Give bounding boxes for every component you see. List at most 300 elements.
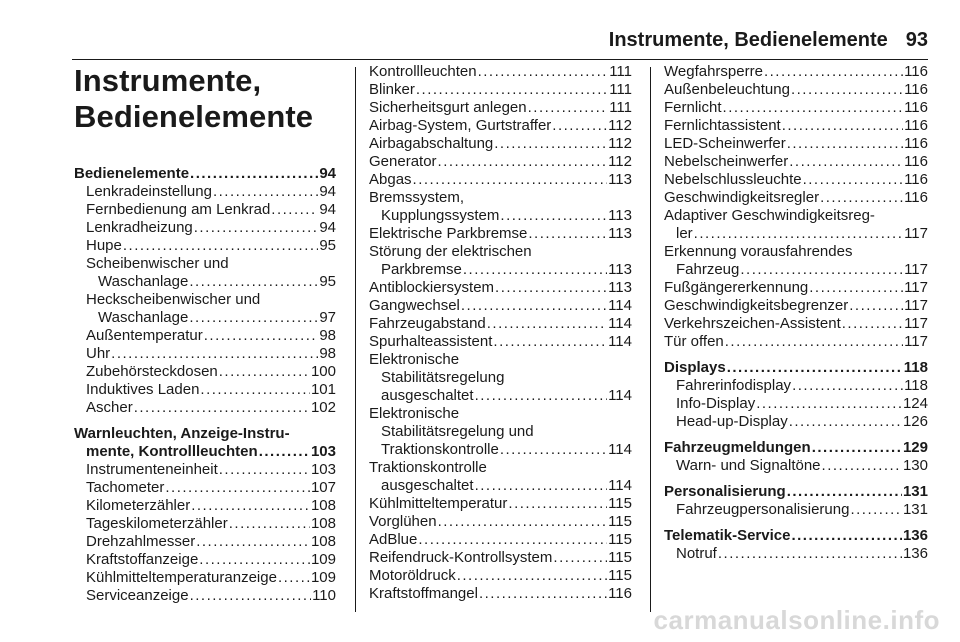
toc-page-number: 114 bbox=[608, 333, 632, 350]
toc-page-number: 131 bbox=[902, 483, 928, 500]
toc-entry[interactable] bbox=[664, 243, 928, 279]
toc-entry-row bbox=[664, 457, 928, 475]
toc-entry[interactable] bbox=[74, 425, 336, 461]
toc-entry-row bbox=[664, 225, 928, 243]
toc-entry-label: Heckscheibenwischer und bbox=[86, 291, 261, 308]
toc-entry-label: Uhr bbox=[86, 345, 111, 362]
toc-page-number: 98 bbox=[319, 345, 336, 362]
toc-page-number: 117 bbox=[904, 279, 928, 296]
toc-leader-dots bbox=[194, 219, 319, 237]
toc-entry[interactable] bbox=[74, 165, 336, 183]
toc-page-number: 108 bbox=[310, 533, 336, 550]
toc-entry-row bbox=[664, 279, 928, 297]
toc-entry-row bbox=[369, 63, 632, 81]
toc-entry-label: Kühlmitteltemperatur bbox=[369, 495, 508, 512]
toc-leader-dots bbox=[479, 585, 607, 603]
toc-leader-dots bbox=[789, 153, 903, 171]
toc-leader-dots bbox=[508, 495, 607, 513]
toc-entry-label: Induktives Laden bbox=[86, 381, 200, 398]
toc-leader-dots bbox=[494, 135, 607, 153]
column-divider bbox=[650, 67, 651, 612]
toc-entry[interactable] bbox=[74, 345, 336, 363]
toc-entry-row bbox=[74, 183, 336, 201]
toc-entry[interactable] bbox=[664, 153, 928, 171]
toc-entry-row bbox=[664, 135, 928, 153]
toc-leader-dots bbox=[552, 117, 607, 135]
toc-entry-label: Notruf bbox=[676, 545, 717, 562]
toc-entry-label: Airbagabschaltung bbox=[369, 135, 494, 152]
toc-leader-dots bbox=[190, 587, 312, 605]
toc-page-number: 114 bbox=[608, 315, 632, 332]
toc-leader-dots bbox=[782, 117, 903, 135]
toc-entry-row bbox=[664, 171, 928, 189]
toc-leader-dots bbox=[475, 477, 608, 495]
toc-page-number: 98 bbox=[319, 327, 336, 344]
toc-entry-row bbox=[74, 551, 336, 569]
toc-entry-row bbox=[664, 63, 928, 81]
toc-leader-dots bbox=[694, 225, 903, 243]
watermark: carmanualsonline.info bbox=[653, 605, 940, 635]
toc-entry-label: Tageskilometerzähler bbox=[86, 515, 228, 532]
toc-entry[interactable] bbox=[369, 585, 632, 603]
toc-entry[interactable] bbox=[369, 117, 632, 135]
toc-leader-dots bbox=[764, 63, 903, 81]
toc-entry[interactable] bbox=[74, 219, 336, 237]
toc-entry-row bbox=[369, 135, 632, 153]
toc-entry-row bbox=[664, 359, 928, 377]
toc-entry-row bbox=[369, 513, 632, 531]
toc-entry[interactable] bbox=[369, 99, 632, 117]
toc-entry-row bbox=[369, 99, 632, 117]
toc-entry-row bbox=[369, 297, 632, 315]
toc-entry[interactable] bbox=[664, 297, 928, 315]
toc-entry-row bbox=[369, 261, 632, 279]
toc-entry-label: Tür offen bbox=[664, 333, 724, 350]
toc-leader-dots bbox=[842, 315, 903, 333]
toc-page-number: 115 bbox=[608, 495, 632, 512]
toc-entry-row bbox=[664, 439, 928, 457]
toc-leader-dots bbox=[553, 549, 607, 567]
toc-leader-dots bbox=[219, 363, 310, 381]
toc-entry-label: Instrumenteneinheit bbox=[86, 461, 218, 478]
toc-page-number: 115 bbox=[608, 513, 632, 530]
toc-entry-label: Lenkradeinstellung bbox=[86, 183, 212, 200]
toc-entry[interactable] bbox=[369, 81, 632, 99]
toc-leader-dots bbox=[787, 135, 903, 153]
toc-page-number: 116 bbox=[904, 117, 928, 134]
toc-entry-label: Fußgängererkennung bbox=[664, 279, 809, 296]
toc-entry-label: Generator bbox=[369, 153, 437, 170]
toc-entry-row bbox=[74, 533, 336, 551]
toc-entry[interactable] bbox=[369, 135, 632, 153]
toc-entry-row bbox=[369, 153, 632, 171]
toc-page-number: 118 bbox=[904, 377, 928, 394]
toc-entry-label: Kraftstoffmangel bbox=[369, 585, 478, 602]
toc-entry-label: Vorglühen bbox=[369, 513, 437, 530]
toc-entry-label: Telematik-Service bbox=[664, 527, 791, 544]
toc-entry[interactable] bbox=[74, 461, 336, 479]
toc-entry-row bbox=[369, 225, 632, 243]
toc-entry-row bbox=[664, 377, 928, 395]
toc-leader-dots bbox=[791, 527, 902, 545]
toc-leader-dots bbox=[849, 297, 903, 315]
toc-entry[interactable] bbox=[664, 189, 928, 207]
toc-entry[interactable] bbox=[369, 171, 632, 189]
toc-entry-row bbox=[74, 219, 336, 237]
toc-entry-label: AdBlue bbox=[369, 531, 418, 548]
toc-leader-dots bbox=[500, 207, 607, 225]
toc-entry-label: Info-Display bbox=[676, 395, 756, 412]
toc-entry-row bbox=[74, 381, 336, 399]
toc-entry[interactable] bbox=[369, 459, 632, 495]
toc-entry[interactable] bbox=[664, 359, 928, 377]
toc-entry-label: Außenbeleuchtung bbox=[664, 81, 790, 98]
toc-leader-dots bbox=[134, 399, 310, 417]
page-header bbox=[609, 29, 928, 53]
toc-leader-dots bbox=[718, 545, 902, 563]
toc-entry-label: Traktionskontrolle bbox=[369, 459, 487, 476]
toc-leader-dots bbox=[493, 333, 607, 351]
toc-entry[interactable] bbox=[664, 207, 928, 243]
toc-entry[interactable] bbox=[664, 483, 928, 501]
toc-entry-label: Fernlicht bbox=[664, 99, 722, 116]
toc-leader-dots bbox=[791, 81, 903, 99]
toc-leader-dots bbox=[463, 261, 607, 279]
toc-leader-dots bbox=[200, 381, 310, 399]
toc-entry-row bbox=[74, 497, 336, 515]
toc-entry[interactable] bbox=[74, 255, 336, 291]
toc-entry-label: Hupe bbox=[86, 237, 122, 254]
toc-page-number: 111 bbox=[609, 63, 632, 80]
toc-entry[interactable] bbox=[664, 413, 928, 431]
toc-leader-dots bbox=[809, 279, 903, 297]
toc-leader-dots bbox=[191, 497, 310, 515]
toc-entry-label: Erkennung vorausfahrendes bbox=[664, 243, 853, 260]
page-number: 93 bbox=[905, 29, 928, 51]
toc-entry-label: Fahrerinfodisplay bbox=[676, 377, 792, 394]
toc-page-number: 126 bbox=[902, 413, 928, 430]
toc-entry-row bbox=[664, 189, 928, 207]
toc-page-number: 117 bbox=[904, 297, 928, 314]
header-rule bbox=[72, 59, 928, 60]
toc-page-number: 116 bbox=[904, 189, 928, 206]
toc-entry-label: ler bbox=[676, 225, 693, 242]
toc-entry-label: Fernlichtassistent bbox=[664, 117, 781, 134]
toc-entry-row bbox=[369, 81, 632, 99]
toc-entry-row bbox=[74, 399, 336, 417]
toc-entry[interactable] bbox=[74, 497, 336, 515]
toc-leader-dots bbox=[475, 387, 608, 405]
toc-entry-row bbox=[664, 315, 928, 333]
toc-entry-label: Waschanlage bbox=[98, 309, 189, 326]
toc-leader-dots bbox=[199, 551, 310, 569]
header-title: Instrumente, Bedienelemente bbox=[608, 29, 888, 51]
toc-entry-row bbox=[664, 99, 928, 117]
toc-entry-row bbox=[664, 483, 928, 501]
toc-leader-dots bbox=[528, 225, 607, 243]
toc-leader-dots bbox=[204, 327, 319, 345]
toc-entry-label: Wegfahrsperre bbox=[664, 63, 763, 80]
toc-leader-dots bbox=[190, 165, 318, 183]
toc-leader-dots bbox=[123, 237, 318, 255]
chapter-title-line: Bedienelemente bbox=[74, 99, 314, 134]
toc-page-number: 110 bbox=[312, 587, 336, 604]
toc-leader-dots bbox=[787, 483, 902, 501]
toc-entry-row bbox=[369, 387, 632, 405]
toc-page-number: 116 bbox=[904, 63, 928, 80]
toc-entry[interactable] bbox=[369, 297, 632, 315]
toc-page-number: 109 bbox=[310, 569, 336, 586]
toc-entry[interactable] bbox=[369, 63, 632, 81]
toc-entry[interactable] bbox=[664, 135, 928, 153]
toc-page-number: 101 bbox=[310, 381, 336, 398]
toc-entry[interactable] bbox=[664, 279, 928, 297]
toc-entry[interactable] bbox=[664, 81, 928, 99]
toc-leader-dots bbox=[812, 439, 902, 457]
toc-page-number: 113 bbox=[608, 207, 632, 224]
toc-entry-row bbox=[369, 495, 632, 513]
toc-page-number: 117 bbox=[904, 225, 928, 242]
toc-entry-row bbox=[74, 345, 336, 363]
toc-entry[interactable] bbox=[369, 153, 632, 171]
toc-page-number: 116 bbox=[608, 585, 632, 602]
toc-leader-dots bbox=[196, 533, 310, 551]
toc-entry-row bbox=[369, 567, 632, 585]
toc-leader-dots bbox=[789, 413, 902, 431]
toc-leader-dots bbox=[111, 345, 318, 363]
toc-entry-label: Waschanlage bbox=[98, 273, 189, 290]
toc-page-number: 117 bbox=[904, 333, 928, 350]
toc-entry-row bbox=[74, 587, 336, 605]
toc-entry[interactable] bbox=[74, 569, 336, 587]
toc-entry-label: Adaptiver Geschwindigkeitsreg- bbox=[664, 207, 875, 224]
toc-entry[interactable] bbox=[369, 405, 632, 459]
toc-entry[interactable] bbox=[74, 399, 336, 417]
toc-entry[interactable] bbox=[369, 243, 632, 279]
toc-entry[interactable] bbox=[74, 479, 336, 497]
toc-list bbox=[369, 63, 632, 603]
chapter-title bbox=[74, 63, 336, 135]
toc-entry-row bbox=[664, 395, 928, 413]
toc-entry[interactable] bbox=[369, 189, 632, 225]
toc-page-number: 95 bbox=[319, 273, 336, 290]
toc-leader-dots bbox=[727, 359, 903, 377]
toc-entry-label: Ascher bbox=[86, 399, 133, 416]
toc-entry-label: Außentemperatur bbox=[86, 327, 203, 344]
toc-entry[interactable] bbox=[664, 439, 928, 457]
toc-leader-dots bbox=[792, 377, 903, 395]
toc-entry-row bbox=[369, 117, 632, 135]
toc-entry-row bbox=[74, 309, 336, 327]
toc-column-1 bbox=[74, 63, 336, 605]
toc-entry[interactable] bbox=[74, 381, 336, 399]
toc-entry[interactable] bbox=[369, 333, 632, 351]
toc-leader-dots bbox=[189, 273, 318, 291]
toc-entry-label: Fahrzeugabstand bbox=[369, 315, 486, 332]
toc-page-number: 117 bbox=[904, 261, 928, 278]
toc-page-number: 113 bbox=[608, 279, 632, 296]
toc-entry-label: Geschwindigkeitsbegrenzer bbox=[664, 297, 849, 314]
toc-entry-label: Elektrische Parkbremse bbox=[369, 225, 528, 242]
toc-page-number: 112 bbox=[608, 153, 632, 170]
toc-leader-dots bbox=[487, 315, 607, 333]
toc-page-number: 136 bbox=[902, 527, 928, 544]
toc-leader-dots bbox=[822, 457, 902, 475]
toc-leader-dots bbox=[271, 201, 318, 219]
toc-entry[interactable] bbox=[74, 533, 336, 551]
toc-entry-row bbox=[369, 315, 632, 333]
toc-entry-label: Personalisierung bbox=[664, 483, 786, 500]
toc-entry-row bbox=[74, 273, 336, 291]
toc-entry-label: Stabilitätsregelung und bbox=[381, 423, 534, 440]
toc-page-number: 118 bbox=[903, 359, 928, 376]
toc-page-number: 113 bbox=[608, 225, 632, 242]
toc-entry-row bbox=[664, 117, 928, 135]
toc-page-number: 100 bbox=[310, 363, 336, 380]
toc-leader-dots bbox=[418, 531, 607, 549]
toc-entry-label: Nebelschlussleuchte bbox=[664, 171, 802, 188]
toc-leader-dots bbox=[219, 461, 310, 479]
toc-entry[interactable] bbox=[369, 225, 632, 243]
toc-leader-dots bbox=[229, 515, 310, 533]
toc-entry-row bbox=[74, 201, 336, 219]
toc-entry[interactable] bbox=[74, 237, 336, 255]
toc-entry-label: Elektronische bbox=[369, 405, 460, 422]
toc-entry[interactable] bbox=[74, 327, 336, 345]
toc-entry-label: Störung der elektrischen bbox=[369, 243, 532, 260]
toc-entry-label: Tachometer bbox=[86, 479, 165, 496]
toc-entry[interactable] bbox=[664, 501, 928, 519]
toc-page-number: 112 bbox=[608, 135, 632, 152]
toc-entry[interactable] bbox=[369, 531, 632, 549]
toc-entry-label: Fahrzeugpersonalisierung bbox=[676, 501, 850, 518]
toc-leader-dots bbox=[803, 171, 904, 189]
toc-entry-label: Warn- und Signaltöne bbox=[676, 457, 821, 474]
toc-entry[interactable] bbox=[664, 117, 928, 135]
toc-entry-label: Blinker bbox=[369, 81, 415, 98]
toc-page-number: 116 bbox=[904, 171, 928, 188]
toc-entry[interactable] bbox=[369, 279, 632, 297]
toc-page-number: 116 bbox=[904, 81, 928, 98]
toc-entry-label: Verkehrszeichen-Assistent bbox=[664, 315, 841, 332]
toc-entry-row bbox=[74, 327, 336, 345]
toc-entry[interactable] bbox=[664, 545, 928, 563]
toc-page-number: 103 bbox=[310, 461, 336, 478]
toc-entry[interactable] bbox=[369, 513, 632, 531]
column-divider bbox=[355, 67, 356, 612]
toc-entry[interactable] bbox=[664, 395, 928, 413]
toc-entry-label: Reifendruck-Kontrollsystem bbox=[369, 549, 553, 566]
toc-entry[interactable] bbox=[664, 377, 928, 395]
toc-page-number: 108 bbox=[310, 497, 336, 514]
toc-entry-label: ausgeschaltet bbox=[381, 387, 474, 404]
toc-page-number: 131 bbox=[902, 501, 928, 518]
toc-entry[interactable] bbox=[74, 291, 336, 327]
chapter-title-line: Instrumente, bbox=[74, 63, 262, 98]
toc-page-number: 107 bbox=[310, 479, 336, 496]
toc-entry-row bbox=[369, 549, 632, 567]
toc-entry-label: Elektronische bbox=[369, 351, 460, 368]
toc-entry[interactable] bbox=[664, 457, 928, 475]
toc-entry[interactable] bbox=[664, 171, 928, 189]
toc-entry[interactable] bbox=[664, 63, 928, 81]
toc-page-number: 94 bbox=[319, 183, 336, 200]
toc-entry[interactable] bbox=[369, 567, 632, 585]
toc-entry-row bbox=[74, 569, 336, 587]
toc-entry-label: Displays bbox=[664, 359, 726, 376]
toc-entry-label: Kontrollleuchten bbox=[369, 63, 477, 80]
toc-entry-row bbox=[664, 413, 928, 431]
toc-entry-label: Serviceanzeige bbox=[86, 587, 189, 604]
toc-entry-row bbox=[74, 165, 336, 183]
toc-entry-label: Sicherheitsgurt anlegen bbox=[369, 99, 527, 116]
toc-entry[interactable] bbox=[74, 183, 336, 201]
toc-entry-row bbox=[664, 297, 928, 315]
toc-page-number: 124 bbox=[902, 395, 928, 412]
toc-entry-label: Antiblockiersystem bbox=[369, 279, 495, 296]
toc-entry[interactable] bbox=[74, 587, 336, 605]
toc-page-number: 103 bbox=[310, 443, 336, 460]
toc-entry-label: Bedienelemente bbox=[74, 165, 190, 182]
toc-entry-row bbox=[74, 515, 336, 533]
toc-entry-label: Kupplungssystem bbox=[381, 207, 500, 224]
toc-entry-label: Head-up-Display bbox=[676, 413, 788, 430]
toc-entry-row bbox=[664, 545, 928, 563]
toc-leader-dots bbox=[213, 183, 318, 201]
toc-entry[interactable] bbox=[369, 351, 632, 405]
toc-entry-label: Scheibenwischer und bbox=[86, 255, 229, 272]
toc-entry[interactable] bbox=[664, 99, 928, 117]
toc-page-number: 115 bbox=[608, 531, 632, 548]
toc-entry[interactable] bbox=[664, 527, 928, 545]
toc-entry-row bbox=[74, 363, 336, 381]
toc-entry[interactable] bbox=[74, 515, 336, 533]
toc-entry-row bbox=[74, 479, 336, 497]
toc-page-number: 94 bbox=[319, 201, 336, 218]
toc-entry-row bbox=[664, 333, 928, 351]
toc-entry-label: Lenkradheizung bbox=[86, 219, 193, 236]
toc-page-number: 136 bbox=[902, 545, 928, 562]
toc-entry-row bbox=[369, 477, 632, 495]
toc-leader-dots bbox=[500, 441, 607, 459]
toc-page-number: 116 bbox=[904, 153, 928, 170]
toc-entry-row bbox=[664, 81, 928, 99]
toc-leader-dots bbox=[278, 569, 310, 587]
toc-entry-row bbox=[74, 461, 336, 479]
toc-page-number: 116 bbox=[904, 135, 928, 152]
toc-entry[interactable] bbox=[74, 201, 336, 219]
toc-entry-label: LED-Scheinwerfer bbox=[664, 135, 786, 152]
toc-entry-label: Airbag-System, Gurtstraffer bbox=[369, 117, 552, 134]
toc-page-number: 114 bbox=[608, 387, 632, 404]
toc-entry[interactable] bbox=[369, 315, 632, 333]
toc-entry-row bbox=[369, 207, 632, 225]
toc-entry[interactable] bbox=[664, 315, 928, 333]
toc-leader-dots bbox=[820, 189, 903, 207]
toc-entry-row bbox=[369, 531, 632, 549]
toc-entry[interactable] bbox=[74, 551, 336, 569]
toc-entry-label: Drehzahlmesser bbox=[86, 533, 196, 550]
toc-entry[interactable] bbox=[369, 549, 632, 567]
toc-entry-row bbox=[369, 585, 632, 603]
toc-page-number: 130 bbox=[902, 457, 928, 474]
toc-entry[interactable] bbox=[664, 333, 928, 351]
toc-entry-label: Abgas bbox=[369, 171, 412, 188]
toc-entry[interactable] bbox=[369, 495, 632, 513]
toc-entry-row bbox=[664, 501, 928, 519]
toc-entry[interactable] bbox=[74, 363, 336, 381]
toc-entry-label: Traktionskontrolle bbox=[381, 441, 499, 458]
